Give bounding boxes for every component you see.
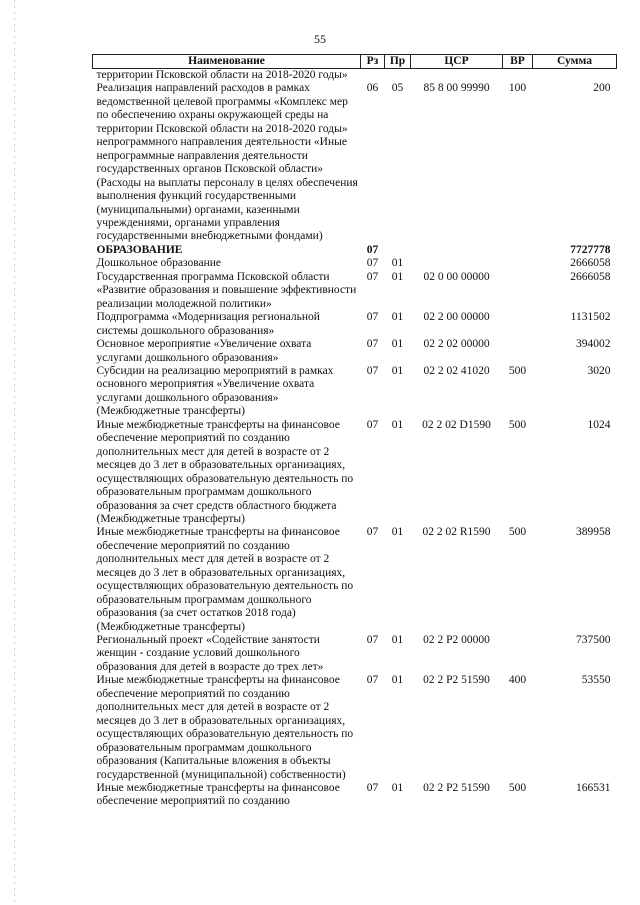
cell-name: Иные межбюджетные трансферты на финансовое обеспечение мероприятий по созданию — [96, 782, 340, 808]
cell-rz: 07 — [366, 270, 379, 283]
cell-vr — [503, 69, 533, 83]
cell-pr: 01 — [391, 311, 404, 324]
table-row — [93, 419, 617, 527]
table-row — [93, 338, 617, 365]
cell-sum: 394002 — [576, 338, 611, 351]
table-row — [93, 69, 617, 83]
cell-sum — [533, 69, 617, 83]
cell-rz: 07 — [366, 311, 379, 324]
cell-csr: 85 8 00 99990 — [423, 82, 490, 95]
cell-rz: 07 — [366, 782, 379, 795]
cell-name: Государственная программа Псковской области «Развитие образования и повышение эффективности реализации молодежной политики» — [96, 270, 357, 310]
cell-rz: 07 — [366, 338, 379, 351]
cell-rz: 07 — [366, 243, 379, 256]
page-number: 55 — [314, 32, 326, 46]
header-pr: Пр — [385, 55, 411, 69]
budget-table — [92, 54, 617, 809]
cell-csr — [411, 257, 503, 270]
cell-vr: 400 — [508, 674, 527, 687]
scan-edge — [14, 0, 15, 905]
cell-pr: 01 — [391, 418, 404, 431]
cell-csr: 02 2 P2 51590 — [423, 674, 490, 687]
table-row — [93, 782, 617, 809]
cell-sum: 1131502 — [570, 311, 611, 324]
cell-sum: 53550 — [581, 674, 611, 687]
cell-name: Основное мероприятие «Увеличение охвата услугами дошкольного образования» — [96, 338, 312, 364]
cell-rz: 06 — [366, 82, 379, 95]
cell-name: Реализация направлений расходов в рамках ведомственной целевой программы «Комплекс мер по обеспечению охраны окружающей среды на территории Псковской области на 2018-2020 годы» непрограммного направления деятельности «Иные непрограммные направления деятельности государственных органов Псковской области» (Расходы на выплаты персоналу в целях обеспечения выполнения функций государственными (муниципальными) органами, казенными учреждениями, органами управления государственными внебюджетными фондами) — [96, 82, 358, 243]
header-csr: ЦСР — [411, 55, 503, 69]
table-header-row — [93, 55, 617, 69]
cell-vr — [503, 338, 533, 365]
cell-pr: 01 — [391, 526, 404, 539]
cell-rz: 07 — [366, 418, 379, 431]
header-rz: Рз — [361, 55, 385, 69]
cell-rz: 07 — [366, 257, 379, 270]
cell-vr — [503, 257, 533, 270]
cell-rz: 07 — [366, 634, 379, 647]
cell-rz — [361, 69, 385, 83]
cell-pr: 05 — [391, 82, 404, 95]
cell-name: Подпрограмма «Модернизация региональной системы дошкольного образования» — [96, 311, 320, 337]
cell-pr — [385, 244, 411, 257]
cell-rz: 07 — [366, 364, 379, 377]
cell-pr: 01 — [391, 270, 404, 283]
cell-csr: 02 2 P2 51590 — [423, 782, 490, 795]
cell-vr — [503, 271, 533, 311]
header-vr: ВР — [503, 55, 533, 69]
cell-sum: 166531 — [576, 782, 611, 795]
cell-name: Иные межбюджетные трансферты на финансовое обеспечение мероприятий по созданию дополнительных мест для детей в возрасте от 2 месяцев до 3 лет в образовательных организациях, осуществляющих образовательную деятельность по образовательным программам дошкольного образования (Капитальные вложения в объекты государственной (муниципальной) собственности) — [96, 674, 354, 781]
cell-sum: 389958 — [576, 526, 611, 539]
cell-name: Иные межбюджетные трансферты на финансовое обеспечение мероприятий по созданию дополнительных мест для детей в возрасте от 2 месяцев до 3 лет в образовательных организациях, осуществляющих образовательную деятельность по образовательным программам дошкольного образования (за счет остатков 2018 года) (Межбюджетные трансферты) — [96, 526, 354, 633]
cell-vr — [503, 311, 533, 338]
cell-vr: 500 — [508, 782, 527, 795]
cell-name: ОБРАЗОВАНИЕ — [96, 243, 183, 256]
table-row — [93, 526, 617, 634]
cell-vr: 500 — [508, 418, 527, 431]
cell-pr: 01 — [391, 364, 404, 377]
cell-pr: 01 — [391, 338, 404, 351]
cell-sum: 2666058 — [570, 270, 611, 283]
cell-name: Субсидии на реализацию мероприятий в рамках основного мероприятия «Увеличение охвата услугами дошкольного образования» (Межбюджетные трансферты) — [96, 364, 334, 418]
table-row — [93, 244, 617, 257]
cell-name: Иные межбюджетные трансферты на финансовое обеспечение мероприятий по созданию дополнительных мест для детей в возрасте от 2 месяцев до 3 лет в образовательных организациях, осуществляющих образовательную деятельность по образовательным программам дошкольного образования за счет средств областного бюджета (Межбюджетные трансферты) — [96, 418, 354, 525]
cell-csr: 02 2 02 D1590 — [422, 418, 491, 431]
header-name: Наименование — [93, 55, 361, 69]
cell-sum: 1024 — [587, 418, 611, 431]
cell-csr — [411, 244, 503, 257]
cell-pr: 01 — [391, 634, 404, 647]
cell-rz: 07 — [366, 674, 379, 687]
cell-vr: 500 — [508, 364, 527, 377]
cell-name: территории Псковской области на 2018-2020 годы» — [93, 69, 361, 83]
cell-csr — [411, 69, 503, 83]
header-sum: Сумма — [533, 55, 617, 69]
cell-vr — [503, 634, 533, 674]
cell-sum: 3020 — [587, 364, 611, 377]
table-row — [93, 82, 617, 243]
cell-vr — [503, 244, 533, 257]
cell-csr: 02 2 00 00000 — [423, 311, 490, 324]
table-row — [93, 311, 617, 338]
cell-sum: 200 — [593, 82, 611, 95]
cell-csr: 02 2 P2 00000 — [423, 634, 490, 647]
table-row — [93, 271, 617, 311]
cell-csr: 02 0 00 00000 — [423, 270, 490, 283]
cell-rz: 07 — [366, 526, 379, 539]
cell-csr: 02 2 02 R1590 — [422, 526, 491, 539]
table-row — [93, 634, 617, 674]
cell-csr: 02 2 02 41020 — [423, 364, 490, 377]
cell-pr: 01 — [391, 782, 404, 795]
cell-sum: 2666058 — [570, 257, 611, 270]
cell-pr: 01 — [391, 257, 404, 270]
cell-pr: 01 — [391, 674, 404, 687]
cell-csr: 02 2 02 00000 — [423, 338, 490, 351]
cell-name: Дошкольное образование — [96, 257, 222, 270]
cell-sum: 7727778 — [570, 243, 611, 256]
table-row — [93, 257, 617, 270]
table-row — [93, 674, 617, 782]
cell-pr — [385, 69, 411, 83]
table-body — [93, 69, 617, 809]
table-row — [93, 365, 617, 419]
cell-sum: 737500 — [576, 634, 611, 647]
cell-vr: 100 — [508, 82, 527, 95]
cell-vr: 500 — [508, 526, 527, 539]
cell-name: Региональный проект «Содействие занятости женщин - создание условий дошкольного образования для детей в возрасте до трех лет» — [96, 634, 324, 673]
